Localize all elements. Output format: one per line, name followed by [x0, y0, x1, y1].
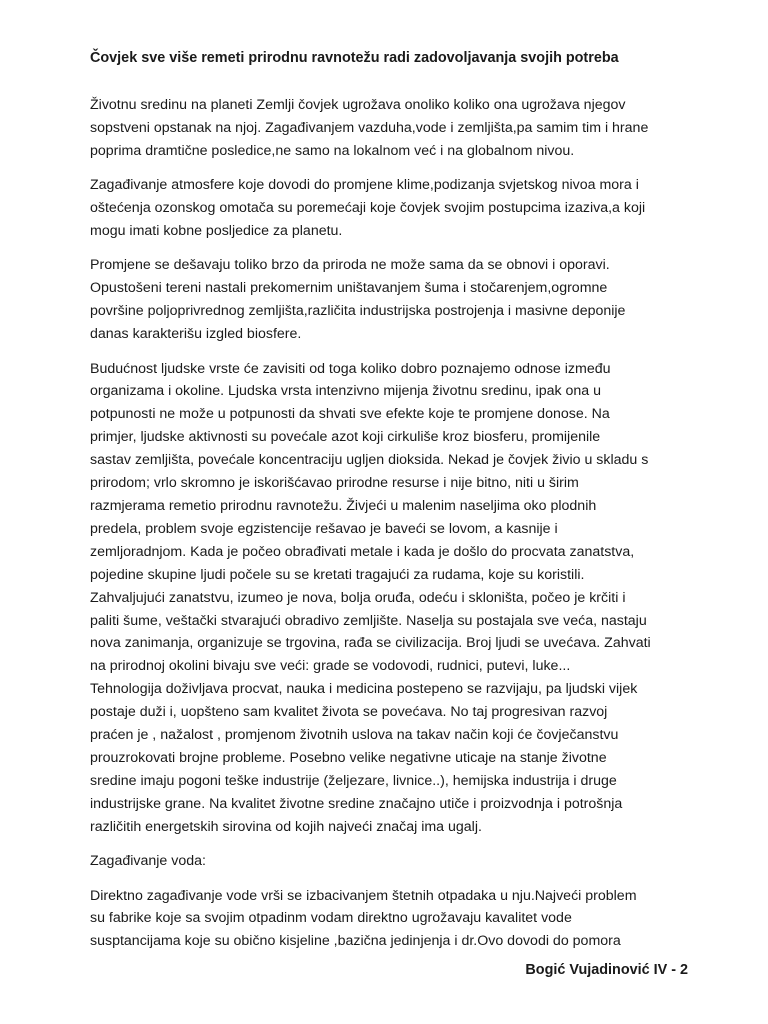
text-line: Direktno zagađivanje vode vrši se izbacivanjem štetnih otpadaka u nju.Najveći problem [90, 887, 637, 904]
paragraph-1 [90, 94, 690, 163]
text-line: Opustošeni tereni nastali prekomernim uništavanjem šuma i stočarenjem,ogromne [90, 280, 608, 297]
text-line: su fabrike koje sa svojim otpadinm vodam direktno ugrožavaju kavalitet vode [90, 910, 572, 927]
text-line: postaje duži i, uopšteno sam kvalitet života se povećava. No taj progresivan razvoj [90, 704, 608, 721]
text-line: Tehnologija doživljava procvat, nauka i medicina postepeno se razvijaju, pa ljudski vijek [90, 681, 638, 698]
text-line: sopstveni opstanak na njoj. Zagađivanjem vazduha,vode i zemljišta,pa samim tim i hrane [90, 119, 649, 136]
text-line: Promjene se dešavaju toliko brzo da priroda ne može sama da se obnovi i oporavi. [90, 257, 610, 274]
author-footer: Bogić Vujadinović IV - 2 [525, 962, 688, 978]
text-line: praćen je , nažalost , promjenom životnih uslova na takav način koji će čovječanstvu [90, 727, 619, 744]
text-line: susptancijama koje su obično kisjeline ,bazična jedinjenja i dr.Ovo dovodi do pomora [90, 933, 621, 950]
text-line: sredine imaju pogoni teške industrije (željezare, livnice..), hemijska industrija i druge [90, 772, 617, 789]
text-line: paliti šume, veštački stvarajući obradivo zemljište. Naselja su postajala sve veća, nastaju [90, 612, 647, 629]
text-line: Zagađivanje atmosfere koje dovodi do promjene klime,podizanja svjetskog nivoa mora i [90, 177, 639, 194]
text-line: danas karakterišu izgled biosfere. [90, 326, 302, 343]
paragraph-2 [90, 174, 690, 243]
paragraph-5 [90, 850, 690, 873]
text-line: razmjerama remetio prirodnu ravnotežu. Živjeći u malenim naseljima oko plodnih [90, 498, 597, 514]
document-title: Čovjek sve više remeti prirodnu ravnotežu radi zadovoljavanja svojih potreba [90, 50, 619, 66]
text-line: različitih energetskih sirovina od kojih najveći značaj ima ugalj. [90, 818, 482, 835]
text-line: poprima dramtične posledice,ne samo na lokalnom već i na globalnom nivou. [90, 142, 575, 159]
text-line: prouzrokovati brojne probleme. Posebno velike negativne uticaje na stanje životne [90, 749, 607, 766]
text-line: nova zanimanja, organizuje se trgovina, rađa se civilizacija. Broj ljudi se uvećava. Zahvati [90, 635, 651, 652]
text-line: sastav zemljišta, povećale koncentraciju ugljen dioksida. Nekad je čovjek živio u skladu s [90, 452, 649, 469]
text-line: oštećenja ozonskog omotača su poremećaji koje čovjek svojim postupcima izaziva,a koji [90, 200, 646, 217]
text-line: potpunosti ne može u potpunosti da shvati sve efekte koje te promjene donose. Na [90, 406, 610, 423]
text-line: primjer, ljudske aktivnosti su povećale azot koji cirkuliše kroz biosferu, promijenile [90, 429, 601, 446]
text-line: Budućnost ljudske vrste će zavisiti od toga koliko dobro poznajemo odnose između [90, 360, 611, 377]
document-body [90, 94, 690, 965]
text-line: Životnu sredinu na planeti Zemlji čovjek ugrožava onoliko koliko ona ugrožava njegov [90, 97, 626, 113]
text-line: zemljoradnjom. Kada je počeo obrađivati metale i kada je došlo do procvata zanatstva, [90, 543, 635, 560]
paragraph-6 [90, 885, 690, 954]
text-line: na prirodnoj okolini bivaju sve veći: grade se vodovodi, rudnici, putevi, luke... [90, 658, 571, 675]
text-line: površine poljoprivrednog zemljišta,različita industrijska postrojenja i masivne deponije [90, 303, 626, 320]
paragraph-4 [90, 358, 690, 839]
text-line: pojedine skupine ljudi počele su se kretati tragajući za rudama, koje su koristili. [90, 566, 585, 583]
text-line: Zahvaljujući zanatstvu, izumeo je nova, bolja oruđa, odeću i skloništa, počeo je krčiti i [90, 589, 626, 606]
text-line: industrijske grane. Na kvalitet životne sredine značajno utiče i proizvodnja i potrošnja [90, 795, 623, 812]
text-line: prirodom; vrlo skromno je iskorišćavao prirodne resurse i nije bitno, niti u širim [90, 475, 579, 492]
text-line: mogu imati kobne posljedice za planetu. [90, 223, 343, 240]
text-line: organizama i okoline. Ljudska vrsta intenzivno mijenja životnu sredinu, ipak ona u [90, 383, 602, 400]
paragraph-3 [90, 254, 690, 346]
text-line: Zagađivanje voda: [90, 853, 206, 870]
text-line: predela, problem svoje egzistencije rešavao je baveći se lovom, a kasnije i [90, 520, 558, 537]
